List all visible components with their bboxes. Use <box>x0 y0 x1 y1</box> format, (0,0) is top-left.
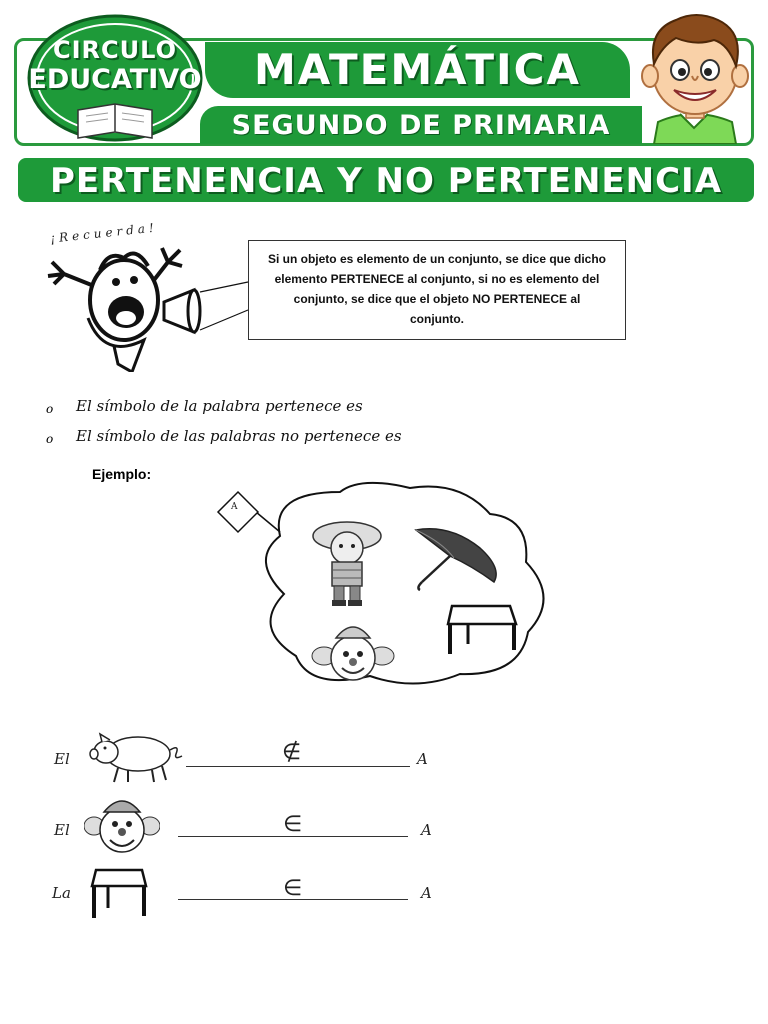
element-symbol: ∈ <box>283 812 303 837</box>
grade-title: SEGUNDO DE PRIMARIA <box>231 110 611 141</box>
recuerda-label: ¡Recuerda! <box>49 220 159 246</box>
table-icon <box>88 866 150 922</box>
bullet-pertenece: El símbolo de la palabra pertenece es <box>76 397 363 415</box>
not-element-symbol: ∉ <box>282 740 302 765</box>
subject-title: MATEMÁTICA <box>253 45 582 94</box>
subject-bar <box>205 42 630 98</box>
clown-icon <box>84 794 160 856</box>
logo-line1: CIRCULO <box>53 36 177 64</box>
logo-line2: EDUCATIVO <box>28 64 202 95</box>
topic-banner: PERTENENCIA Y NO PERTENENCIA <box>18 158 754 202</box>
article-la: La <box>52 884 71 902</box>
set-a-label: A <box>421 884 432 902</box>
article-el: El <box>54 750 70 768</box>
set-a-label: A <box>417 750 428 768</box>
example-label: Ejemplo: <box>92 466 152 482</box>
bullet-marker: o <box>46 432 54 446</box>
set-a-diagram <box>210 478 570 692</box>
set-a-label: A <box>421 821 432 839</box>
bullet-no-pertenece: El símbolo de las palabras no pertenece es <box>76 427 402 445</box>
bullet-marker: o <box>46 402 54 416</box>
pig-icon <box>88 726 184 784</box>
answer-blank[interactable] <box>186 766 410 767</box>
boy-mascot-icon <box>636 10 754 144</box>
set-name-label: A <box>231 502 238 512</box>
recuerda-character-icon <box>44 222 250 372</box>
definition-note: Si un objeto es elemento de un conjunto, se dice que dicho elemento PERTENECE al conjunto, si no es elemento del conjunto, se dice que el objeto NO PERTENECE al conjunto. <box>248 240 626 340</box>
grade-bar <box>200 106 642 144</box>
article-el: El <box>54 821 70 839</box>
element-symbol: ∈ <box>283 876 303 901</box>
